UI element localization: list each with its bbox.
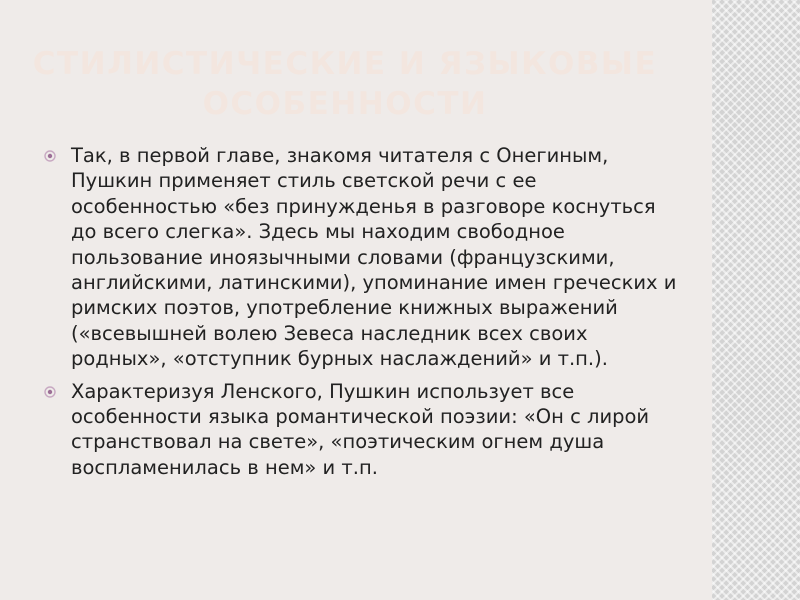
circle-bullet-icon bbox=[44, 150, 56, 162]
bullet-text: Так, в первой главе, знакомя читателя с Онегиным, Пушкин применяет стиль светской речи с ее особенностью «без принужденья в разговоре коснуться до всего слегка». Здесь мы находим свободное пользование иноязычными словами (французскими, английскими, латинскими), упоминание имен греческих и римских поэтов, употребление книжных выражений («всевышней волею Зевеса наследник всех своих родных», «отступник бурных наслаждений» и т.п.). bbox=[71, 144, 677, 371]
decorative-side-band bbox=[712, 0, 800, 600]
bullet-list bbox=[44, 143, 684, 487]
circle-bullet-icon bbox=[44, 386, 56, 398]
list-item bbox=[44, 379, 684, 481]
bullet-text: Характеризуя Ленского, Пушкин использует все особенности языка романтической поэзии: «Он с лирой странствовал на свете», «поэтическим огнем душа воспламенилась в нем» и т.п. bbox=[71, 379, 650, 479]
slide-title: СТИЛИСТИЧЕСКИЕ И ЯЗЫКОВЫЕ ОСОБЕННОСТИ bbox=[32, 46, 658, 122]
list-item bbox=[44, 143, 684, 372]
